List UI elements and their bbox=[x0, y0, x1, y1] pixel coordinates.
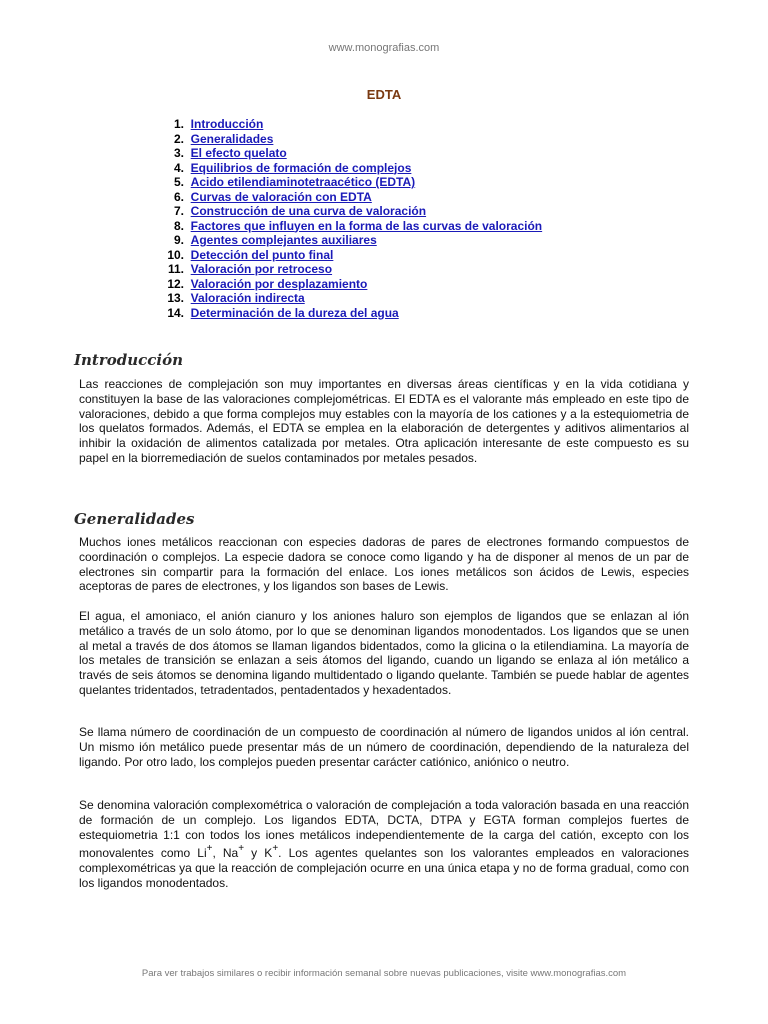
footer-notice: Para ver trabajos similares o recibir información semanal sobre nuevas publicaciones, visite www.monografias.com bbox=[141, 968, 627, 979]
intro-paragraph: Las reacciones de complejación son muy importantes en diversas áreas científicas y en la vida cotidiana y constituyen la base de las valoraciones complejométricas. El EDTA es el valorante más empleado en este tipo de valoraciones, debido a que forma complejos muy estables con la mayoría de los cationes y a la estequiometria de los quelatos formados. Además, el EDTA se emplea en la elaboración de detergentes y aditivos alimentarios al inhibir la oxidación de alimentos catalizada por metales. Otra aplicación interesante de este compuesto es su papel en la biorremediación de suelos contaminados por metales pesados. bbox=[79, 377, 689, 465]
toc-number: 8. bbox=[173, 218, 184, 233]
toc-link-efecto-quelato[interactable]: El efecto quelato bbox=[190, 146, 287, 160]
toc-number: 13. bbox=[167, 291, 184, 305]
toc-number: 5. bbox=[173, 175, 184, 189]
toc-link-agentes[interactable]: Agentes complejantes auxiliares bbox=[190, 233, 377, 247]
toc-item bbox=[152, 233, 542, 248]
ion-charge: + bbox=[272, 843, 279, 855]
toc-link-acido-edta[interactable]: Acido etilendiaminotetraacético (EDTA) bbox=[190, 175, 416, 189]
toc-link-factores[interactable]: Factores que influyen en la forma de las curvas de valoración bbox=[190, 218, 543, 233]
toc-number: 6. bbox=[173, 189, 184, 204]
toc-number: 12. bbox=[167, 276, 184, 291]
toc-link-desplazamiento[interactable]: Valoración por desplazamiento bbox=[190, 276, 368, 291]
toc-link-dureza[interactable]: Determinación de la dureza del agua bbox=[190, 305, 399, 320]
ion-lithium: Li bbox=[197, 846, 207, 861]
ion-charge: + bbox=[206, 843, 213, 855]
toc-link-generalidades[interactable]: Generalidades bbox=[190, 131, 274, 146]
toc-number: 7. bbox=[173, 204, 184, 218]
generalidades-paragraph-2: El agua, el amoniaco, el anión cianuro y los aniones haluro son ejemplos de ligandos que se enlazan al ión metálico a través de un solo átomo, por lo que se denominan ligandos monodentados. Los ligandos que se unen al metal a través de dos átomos se llaman ligandos bidentados, como la glicina o la etilendiamina. La mayoría de los metales de transición se enlazan a seis átomos del ligando, cuando un ligando se enlaza al ión metálico a través de seis átomos se denomina ligando multidentado o ligando quelante. También se puede hablar de agentes quelantes tridentados, tetradentados, pentadentados y hexadentados. bbox=[79, 609, 689, 697]
toc-number: 4. bbox=[173, 160, 184, 175]
table-of-contents bbox=[152, 117, 542, 320]
ion-potassium: K bbox=[264, 846, 273, 861]
toc-item bbox=[152, 306, 542, 321]
toc-link-equilibrios[interactable]: Equilibrios de formación de complejos bbox=[190, 160, 412, 175]
toc-number: 14. bbox=[167, 305, 184, 320]
generalidades-paragraph-4 bbox=[79, 798, 689, 891]
toc-item bbox=[152, 161, 542, 176]
generalidades-paragraph-3: Se llama número de coordinación de un compuesto de coordinación al número de ligandos unidos al ión central. Un mismo ión metálico puede presentar más de un número de coordinación, dependiendo de la naturaleza del ligando. Por otro lado, los complejos pueden presentar carácter catiónico, aniónico o neutro. bbox=[79, 725, 689, 769]
toc-item bbox=[152, 132, 542, 147]
paragraph-text: . Los agentes quelantes son los valorantes empleados en valoraciones complexométricas ya que la reacción de complejación ocurre en una única etapa y no de forma gradual, como con los ligandos monodentados. bbox=[79, 846, 689, 890]
document-title: EDTA bbox=[366, 87, 402, 102]
generalidades-paragraph-1: Muchos iones metálicos reaccionan con especies dadoras de pares de electrones formando compuestos de coordinación o complejos. La especie dadora se conoce como ligando y ha de disponer al menos de un par de electrones sin compartir para la formación del enlace. Los iones metálicos son ácidos de Lewis, especies aceptoras de pares de electrones, y los ligandos son bases de Lewis. bbox=[79, 535, 689, 594]
toc-item bbox=[152, 117, 542, 132]
toc-link-deteccion[interactable]: Detección del punto final bbox=[190, 247, 334, 262]
toc-number: 2. bbox=[173, 131, 184, 146]
toc-item bbox=[152, 248, 542, 263]
toc-link-curvas[interactable]: Curvas de valoración con EDTA bbox=[190, 189, 372, 204]
separator-text: y bbox=[244, 846, 265, 861]
toc-number: 11. bbox=[167, 262, 184, 276]
toc-number: 3. bbox=[173, 146, 184, 160]
toc-link-retroceso[interactable]: Valoración por retroceso bbox=[190, 262, 333, 276]
ion-charge: + bbox=[238, 843, 245, 855]
toc-link-introduccion[interactable]: Introducción bbox=[190, 117, 264, 131]
section-heading-generalidades: Generalidades bbox=[74, 510, 195, 528]
separator-text: , bbox=[212, 846, 223, 861]
toc-item bbox=[152, 277, 542, 292]
toc-item bbox=[152, 190, 542, 205]
toc-link-construccion[interactable]: Construcción de una curva de valoración bbox=[190, 204, 427, 218]
toc-item bbox=[152, 146, 542, 161]
site-url: www.monografias.com bbox=[328, 42, 440, 54]
ion-sodium: Na bbox=[222, 846, 239, 861]
toc-number: 10. bbox=[167, 247, 184, 262]
toc-number: 9. bbox=[173, 233, 184, 247]
toc-item bbox=[152, 175, 542, 190]
toc-link-indirecta[interactable]: Valoración indirecta bbox=[190, 291, 305, 305]
toc-number: 1. bbox=[173, 117, 184, 131]
toc-item bbox=[152, 219, 542, 234]
paragraph-text: Se denomina valoración complexométrica o valoración de complejación a toda valoración basada en una reacción de formación de un complejo. Los ligandos EDTA, DCTA, DTPA y EGTA forman complejos fuertes de estequiometria 1:1 con todos los iones metálicos independientemente de la carga del catión, excepto con los monovalentes como bbox=[79, 798, 689, 861]
section-heading-introduccion: Introducción bbox=[74, 351, 184, 369]
toc-item bbox=[152, 291, 542, 306]
toc-item bbox=[152, 262, 542, 277]
toc-item bbox=[152, 204, 542, 219]
